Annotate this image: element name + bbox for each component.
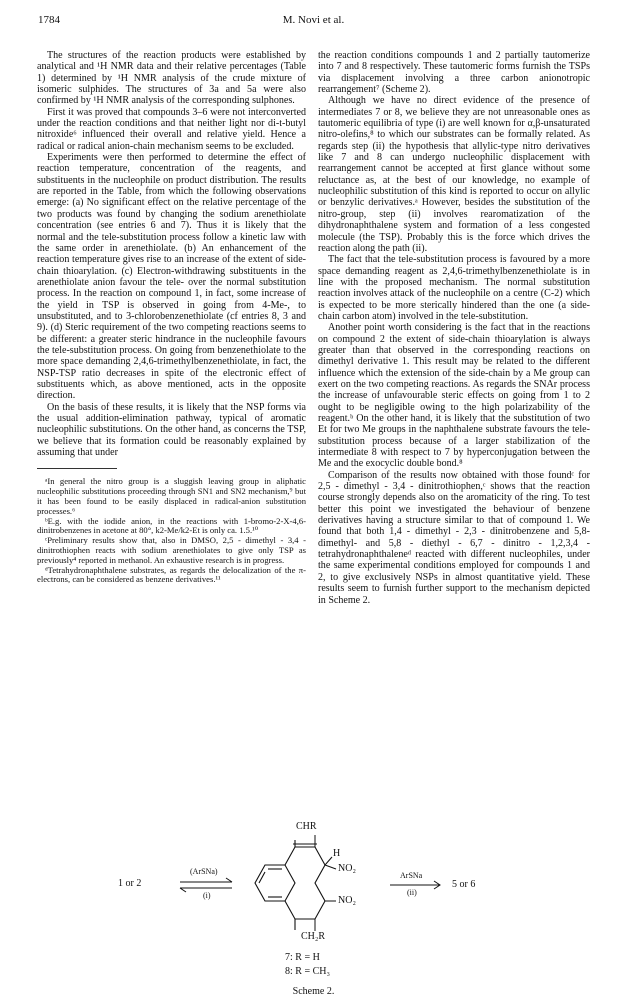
paragraph: Experiments were then performed to determine the effect of reaction temperature, concentration of the reagents, and substituents in the nucleophile on product distribution. The results are reported in the Table, from which the following observations emerge: (a) No significant effect on the relative percentage of the two products was found by changing the sodium arenethiolate concentration (see entries 6 and 7). Thus it is likely that the normal and the tele-substitution process follow a kinetic law with the same order in arenethiolate. (b) An enhancement of the reaction temperature gives rise to an increase of the extent of side-chain thioarylation. (c) Electron-withdrawing substituents in the arenethiolate anion favour the tele- over the normal substitution process. In the reaction on compound 1, in fact, some increase of the yield in TSP is observed in going from 4-Me-, to unsubstituted, and to 3-chlorobenzenethiolate (cf entries 8, 3 and 9). (d) Steric requirement of the two competing reactions seems to be different: a greater steric hindrance in the nucleophile favours the tele-substitution process. On going from benzenethiolate to the more space demanding 2,4,6-trimethylbenzenethiolate, in fact, the NSP-TSP ratio decreases in spite of the electronic effect of substituents which, as above mentioned, acts in the opposite direction.: [37, 152, 306, 402]
footnote-divider: [37, 468, 117, 469]
dihydro-ring: [285, 840, 325, 930]
legend-compound-7: 7: R = H: [285, 952, 320, 963]
paragraph: On the basis of these results, it is likely that the NSP forms via the usual addition-elimination pathway, typical of aromatic nucleophilic substitutions. On the other hand, as concerns the TSP, we believe that its formation could be reasonably explained by assuming that under: [37, 401, 306, 459]
right-column: [318, 50, 590, 606]
footnote-a: ᵃIn general the nitro group is a sluggish leaving group in aliphatic nucleophilic substitutions proceeding through SN1 and SN2 mechanism,⁹ but it has been found to be easily displaced in radical-anion substitution processes.⁶: [37, 476, 306, 516]
footnote-c: ᶜPreliminary results show that, also in DMSO, 2,5 - dimethyl - 3,4 - dinitrothiophen reacts with sodium arenethiolates to give only TSP as previously⁴ reported in methanol. An exhaustive research is in progress.: [37, 535, 306, 565]
page-number: 1784: [38, 14, 60, 26]
hydrogen-label: H: [333, 848, 341, 859]
running-head: M. Novi et al.: [282, 14, 345, 26]
paragraph: the reaction conditions compounds 1 and 2 partially tautomerize into 7 and 8 respectively. These tautomeric forms furnish the TSPs via displacement involving a three carbon anionotropic rearrangement⁷ (Scheme 2).: [318, 50, 590, 96]
nitro-lower: NO₂: [338, 895, 356, 906]
footnote-d: ᵈTetrahydronaphthalene substrates, as regards the delocalization of the π-electrons, can be considered as benzene derivatives.¹¹: [37, 564, 306, 585]
legend-compound-8: 8: R = CH₃: [285, 966, 330, 977]
equilibrium-arrow-icon: [180, 878, 232, 892]
reaction-scheme: [100, 821, 540, 1000]
step-label-2: (ii): [407, 888, 417, 897]
bottom-substituent: CH₂R: [301, 931, 326, 942]
nitro-upper: NO₂: [338, 863, 356, 874]
paragraph: First it was proved that compounds 3–6 were not interconverted under the reaction conditions and that neither light nor di-t-butyl nitroxide⁶ influenced their overall and relative yield. Hence a radical or radical anion-chain mechanism seems to be excluded.: [37, 106, 306, 152]
paragraph: The structures of the reaction products were established by analytical and ¹H NMR data and their relative percentages (Table 1) determined by ¹H NMR analysis of the crude mixture of isomeric sulphides. The structures of 3a and 5a were also confirmed by ¹H NMR analysis of the corresponding sulphones.: [37, 50, 306, 107]
page-header: [38, 14, 589, 30]
paragraph: Comparison of the results now obtained with those foundᶜ for 2,5 - dimethyl - 3,4 - dinitrothiophen,ᶜ shows that the reaction course strongly depends also on the aromaticity of the ring. To test better this point we investigated the behaviour of benzene derivatives having a structure similar to that of compound 1. We found that both 1,4 - dimethyl - 2,3 - dinitrobenzene and 5,8-dimethyl- and 5,8 - diethyl - 6,7 - dinitro - 1,2,3,4 - tetrahydronaphthaleneᵈ reacted with different nucleophiles, under the same experimental conditions employed for compounds 1 and 2, to give exclusively NSPs in almost quantitative yield. These results seem to furnish further support to the mechanism depicted in Scheme 2.: [318, 469, 590, 606]
left-column: [37, 50, 306, 585]
scheme-drawing: [100, 835, 540, 985]
footnote-b: ᵇE.g. with the iodide anion, in the reactions with 1-bromo-2-X-4,6-dinitrobenzenes in acetone at 80°, k2-Me/k2-Et is only ca. 1.5.¹⁰: [37, 515, 306, 536]
top-substituent: CHR: [296, 821, 317, 832]
step-label-1: (i): [203, 891, 211, 900]
reactant-label: 1 or 2: [118, 878, 142, 889]
paragraph: Another point worth considering is the fact that in the reactions on compound 2 the extent of side-chain thioarylation is always greater than that observed in the corresponding reactions on dimethyl derivative 1. This result may be related to the different influence which the extension of the side-chain by a Me group can exert on the two competing reactions. As regards the SNAr process the increase of unfavourable steric effects on going from 1 to 2 ought to be negligible owing to the high polarizability of the reagent.ᵇ On the other hand, it is likely that the substitution of two Et for two Me groups in the naphthalene substrate favours the tele-substitution process because of a larger stabilization of the intermediate 8 with respect to 7 by hyperconjugation between the Me and the exocyclic double bond.⁸: [318, 322, 590, 470]
paragraph: Although we have no direct evidence of the presence of intermediates 7 or 8, we believe they are not unreasonable ones as tautomeric equilibria of type (i) are well known for α,β-unsaturated nitro-olefins,⁸ to which our substrates can be formally related. As regards step (ii) the hypothesis that allylic-type nitro derivatives like 7 and 8 can undergo nucleophilic displacement with rearrangement cannot be accepted at first glance without some reluctance as, at the best of our knowledge, no example of nucleophilic substitution of this kind is reported to occur on allylic or benzylic derivatives.ᵃ However, besides the substitution of the nitro-group, step (ii) involves rearomatization of the dihydronaphthalene system and formation of a less congested molecule (the TSP). Probably this is the force which drives the reaction along the path (ii).: [318, 95, 590, 254]
scheme-caption: Scheme 2.: [292, 986, 335, 997]
paragraph: The fact that the tele-substitution process is favoured by a more space demanding reagent as 2,4,6-trimethylbenzenethiolate is in line with the proposed mechanism. The normal substitution reaction involves attack of the nucleophile on a centre (C-2) which is expected to be more sterically hindered than the one (a side-chain carbon atom) involved in the tele-substitution.: [318, 254, 590, 322]
reagent-label-1: (ArSNa): [190, 867, 218, 876]
product-label: 5 or 6: [452, 879, 476, 890]
benzene-ring: [255, 865, 295, 901]
reagent-label-2: ArSNa: [400, 871, 423, 880]
